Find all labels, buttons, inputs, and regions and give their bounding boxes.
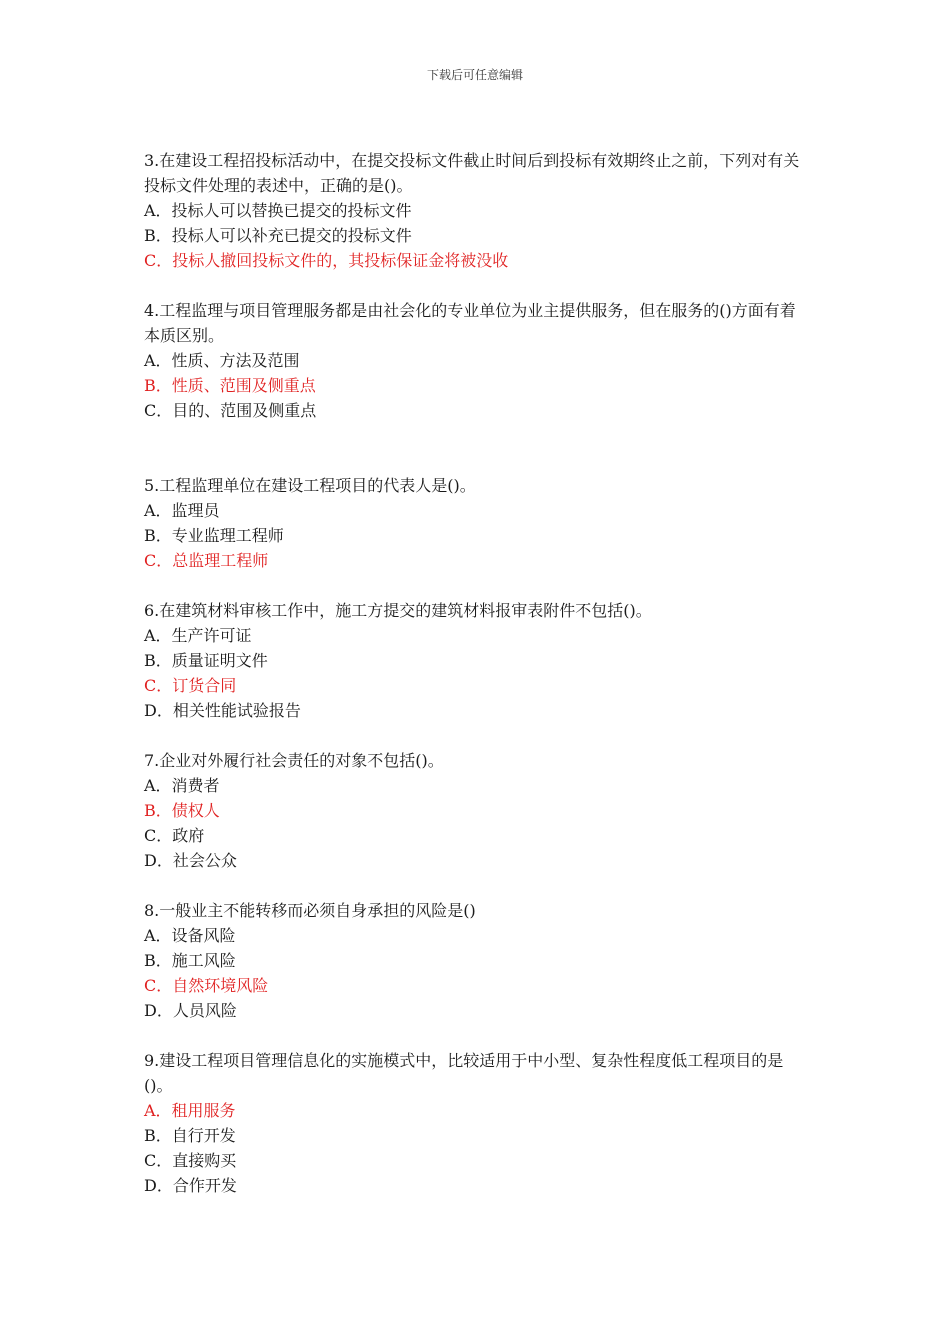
question-text: 8.一般业主不能转移而必须自身承担的风险是() <box>144 901 476 920</box>
option-c-correct: C．自然环境风险 <box>144 976 269 995</box>
question-text: 3.在建设工程招投标活动中，在提交投标文件截止时间后到投标有效期终止之前，下列对有关投标文件处理的表述中，正确的是()。 <box>144 151 800 195</box>
option-c-correct: C．总监理工程师 <box>144 551 269 570</box>
option-d: D．社会公众 <box>144 851 237 870</box>
question-text: 7.企业对外履行社会责任的对象不包括()。 <box>144 751 444 770</box>
question-list <box>144 148 808 1198</box>
header-note: 下载后可任意编辑 <box>426 68 523 82</box>
option-b-correct: B．性质、范围及侧重点 <box>144 376 316 395</box>
option-b: B．质量证明文件 <box>144 651 268 670</box>
option-d: D．人员风险 <box>144 1001 237 1020</box>
question-3 <box>144 148 808 273</box>
option-c: C．目的、范围及侧重点 <box>144 401 317 420</box>
option-a: A．设备风险 <box>144 926 236 945</box>
option-a: A．消费者 <box>144 776 220 795</box>
question-9 <box>144 1048 808 1198</box>
option-b: B．施工风险 <box>144 951 236 970</box>
question-6 <box>144 598 808 723</box>
question-text: 5.工程监理单位在建设工程项目的代表人是()。 <box>144 476 476 495</box>
option-d: D．相关性能试验报告 <box>144 701 301 720</box>
option-a: A．性质、方法及范围 <box>144 351 300 370</box>
option-b: B．专业监理工程师 <box>144 526 284 545</box>
option-b: B．自行开发 <box>144 1126 236 1145</box>
option-a: A．投标人可以替换已提交的投标文件 <box>144 201 412 220</box>
option-a-correct: A．租用服务 <box>144 1101 236 1120</box>
option-c: C．直接购买 <box>144 1151 237 1170</box>
option-a: A．监理员 <box>144 501 220 520</box>
option-d: D．合作开发 <box>144 1176 237 1195</box>
option-b-correct: B．债权人 <box>144 801 220 820</box>
option-a: A．生产许可证 <box>144 626 252 645</box>
question-5 <box>144 473 808 573</box>
question-text: 9.建设工程项目管理信息化的实施模式中，比较适用于中小型、复杂性程度低工程项目的是()。 <box>144 1051 784 1095</box>
option-b: B．投标人可以补充已提交的投标文件 <box>144 226 412 245</box>
option-c-correct: C．投标人撤回投标文件的，其投标保证金将被没收 <box>144 251 509 270</box>
question-7 <box>144 748 808 873</box>
option-c: C．政府 <box>144 826 205 845</box>
option-c-correct: C．订货合同 <box>144 676 237 695</box>
question-4 <box>144 298 808 423</box>
question-text: 4.工程监理与项目管理服务都是由社会化的专业单位为业主提供服务，但在服务的()方面有着本质区别。 <box>144 301 796 345</box>
question-text: 6.在建筑材料审核工作中，施工方提交的建筑材料报审表附件不包括()。 <box>144 601 652 620</box>
question-8 <box>144 898 808 1023</box>
